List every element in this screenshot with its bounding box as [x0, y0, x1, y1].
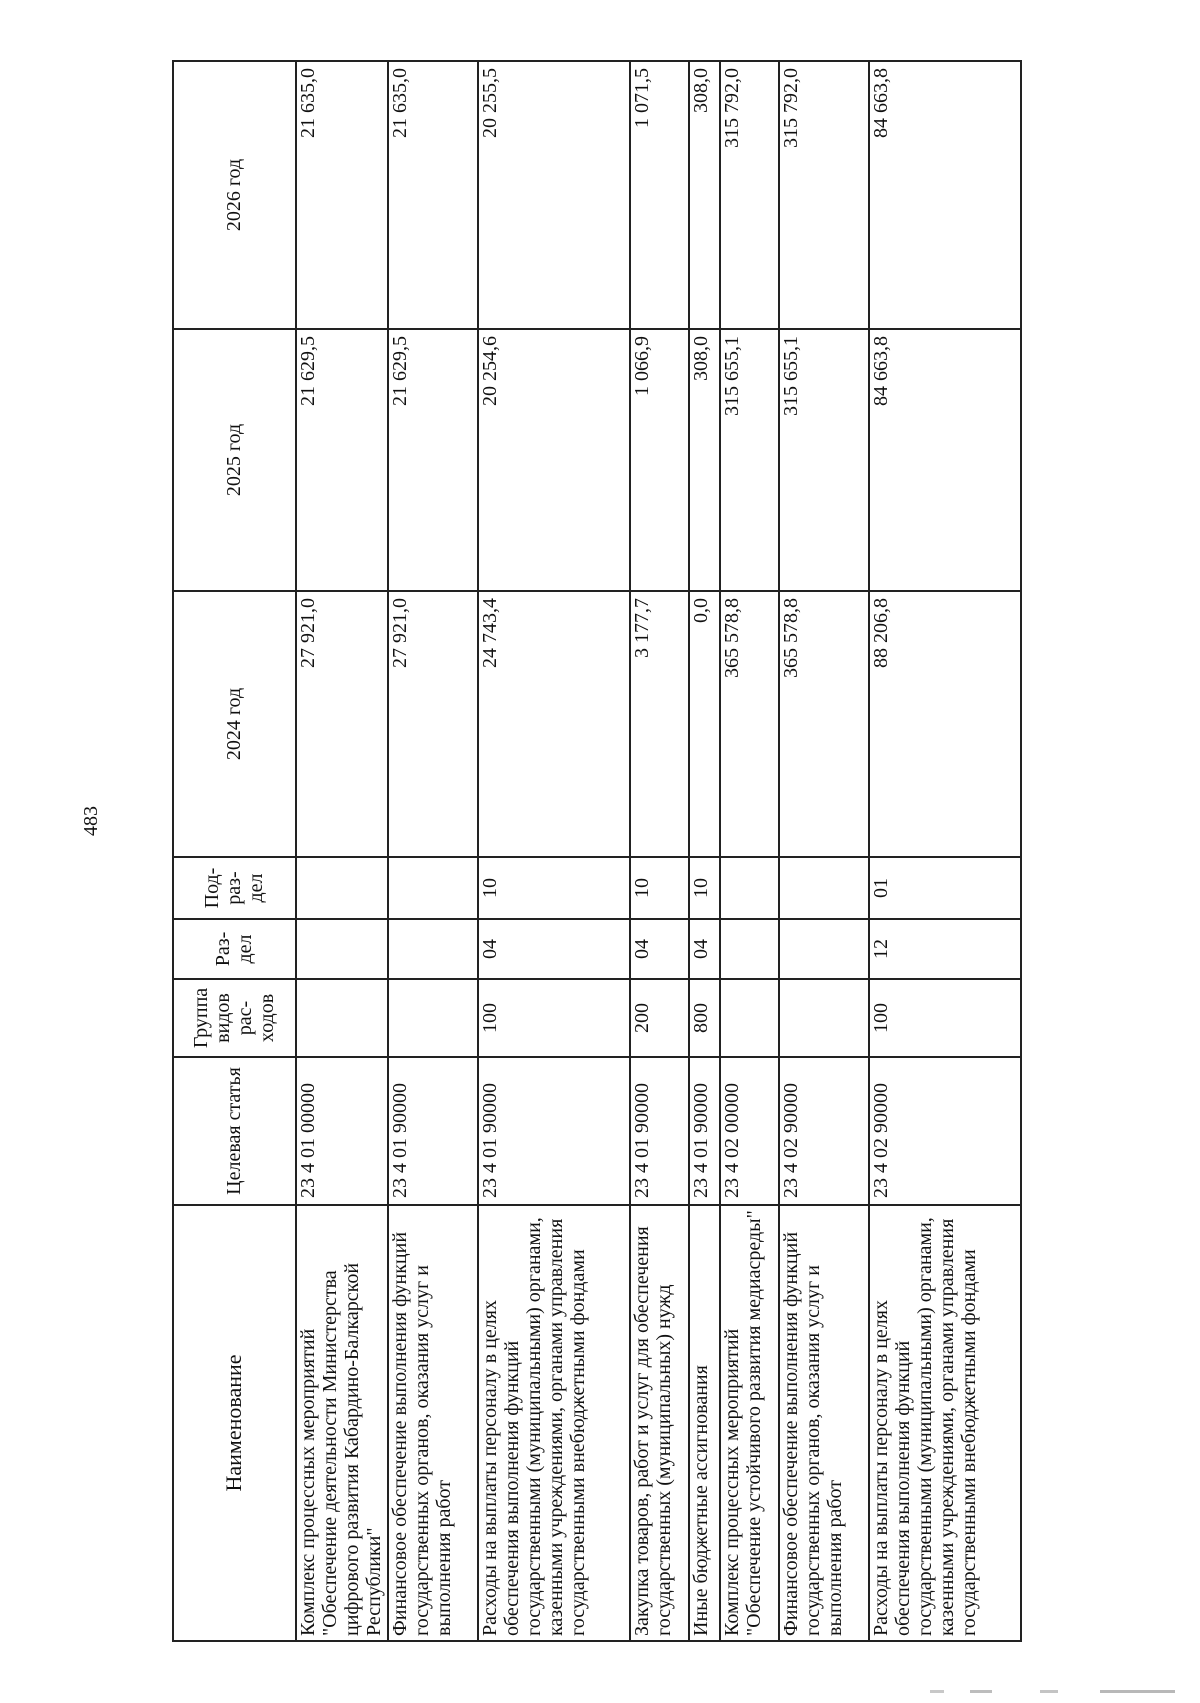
- row-2026: 315 792,0: [720, 61, 779, 329]
- header-name: Наименование: [173, 1205, 296, 1641]
- table-row: [869, 61, 1021, 1641]
- row-2026: 84 663,8: [869, 61, 1021, 329]
- row-name: Расходы на выплаты персоналу в целях обеспечения выполнения функций государственными (муниципальными) органами, казенными учреждениями, органами управления государственными внебюджетными фондами: [478, 1205, 630, 1641]
- row-target-article: 23 4 02 90000: [869, 1057, 1021, 1205]
- row-2024: 365 578,8: [779, 591, 869, 857]
- table-row: [478, 61, 630, 1641]
- row-subsection: 10: [478, 857, 630, 919]
- row-subsection: [388, 857, 478, 919]
- row-target-article: 23 4 02 00000: [720, 1057, 779, 1205]
- row-2024: 365 578,8: [720, 591, 779, 857]
- row-expense-group: [388, 979, 478, 1057]
- header-2025: 2025 год: [173, 329, 296, 591]
- header-2024: 2024 год: [173, 591, 296, 857]
- table-row: [720, 61, 779, 1641]
- row-target-article: 23 4 02 90000: [779, 1057, 869, 1205]
- table-row: [630, 61, 689, 1641]
- row-2025: 315 655,1: [779, 329, 869, 591]
- row-2025: 308,0: [689, 329, 720, 591]
- row-2026: 20 255,5: [478, 61, 630, 329]
- row-target-article: 23 4 01 00000: [296, 1057, 388, 1205]
- row-target-article: 23 4 01 90000: [689, 1057, 720, 1205]
- row-name: Комплекс процессных мероприятий "Обеспечение устойчивого развития медиасреды": [720, 1205, 779, 1641]
- row-section: [779, 919, 869, 979]
- header-expense-group: Группа видов рас-ходов: [173, 979, 296, 1057]
- row-2025: 20 254,6: [478, 329, 630, 591]
- page-number: 483: [80, 806, 102, 836]
- scan-artifact: [930, 1688, 1180, 1696]
- row-section: [296, 919, 388, 979]
- row-2025: 315 655,1: [720, 329, 779, 591]
- row-subsection: [296, 857, 388, 919]
- header-section: Раз-дел: [173, 919, 296, 979]
- table-row: [388, 61, 478, 1641]
- row-2025: 84 663,8: [869, 329, 1021, 591]
- row-2024: 24 743,4: [478, 591, 630, 857]
- row-2024: 27 921,0: [296, 591, 388, 857]
- row-name: Иные бюджетные ассигнования: [689, 1205, 720, 1641]
- row-subsection: 01: [869, 857, 1021, 919]
- row-2026: 308,0: [689, 61, 720, 329]
- row-expense-group: [296, 979, 388, 1057]
- row-2025: 21 629,5: [388, 329, 478, 591]
- budget-table-container: [172, 62, 1022, 1642]
- row-section: 04: [689, 919, 720, 979]
- row-subsection: 10: [689, 857, 720, 919]
- row-subsection: [720, 857, 779, 919]
- row-section: 12: [869, 919, 1021, 979]
- header-subsection: Под-раз-дел: [173, 857, 296, 919]
- row-2024: 0,0: [689, 591, 720, 857]
- row-subsection: [779, 857, 869, 919]
- row-expense-group: 200: [630, 979, 689, 1057]
- header-row: [173, 61, 296, 1641]
- row-target-article: 23 4 01 90000: [388, 1057, 478, 1205]
- budget-table: [172, 60, 1022, 1642]
- row-2026: 1 071,5: [630, 61, 689, 329]
- header-target-article: Целевая статья: [173, 1057, 296, 1205]
- row-section: 04: [478, 919, 630, 979]
- row-section: 04: [630, 919, 689, 979]
- row-target-article: 23 4 01 90000: [478, 1057, 630, 1205]
- row-2026: 21 635,0: [296, 61, 388, 329]
- row-2025: 21 629,5: [296, 329, 388, 591]
- row-name: Финансовое обеспечение выполнения функций государственных органов, оказания услуг и выполнения работ: [388, 1205, 478, 1641]
- row-name: Финансовое обеспечение выполнения функций государственных органов, оказания услуг и выполнения работ: [779, 1205, 869, 1641]
- row-2026: 315 792,0: [779, 61, 869, 329]
- row-subsection: 10: [630, 857, 689, 919]
- row-2024: 27 921,0: [388, 591, 478, 857]
- row-2026: 21 635,0: [388, 61, 478, 329]
- row-expense-group: 100: [869, 979, 1021, 1057]
- row-2024: 3 177,7: [630, 591, 689, 857]
- table-row: [779, 61, 869, 1641]
- row-expense-group: [720, 979, 779, 1057]
- row-name: Закупка товаров, работ и услуг для обеспечения государственных (муниципальных) нужд: [630, 1205, 689, 1641]
- table-row: [689, 61, 720, 1641]
- row-expense-group: 800: [689, 979, 720, 1057]
- table-row: [296, 61, 388, 1641]
- row-section: [720, 919, 779, 979]
- row-expense-group: 100: [478, 979, 630, 1057]
- row-target-article: 23 4 01 90000: [630, 1057, 689, 1205]
- row-2025: 1 066,9: [630, 329, 689, 591]
- row-name: Расходы на выплаты персоналу в целях обеспечения выполнения функций государственными (муниципальными) органами, казенными учреждениями, органами управления государственными внебюджетными фондами: [869, 1205, 1021, 1641]
- row-section: [388, 919, 478, 979]
- header-2026: 2026 год: [173, 61, 296, 329]
- row-name: Комплекс процессных мероприятий "Обеспечение деятельности Министерства цифрового развития Кабардино-Балкарской Республики": [296, 1205, 388, 1641]
- row-expense-group: [779, 979, 869, 1057]
- row-2024: 88 206,8: [869, 591, 1021, 857]
